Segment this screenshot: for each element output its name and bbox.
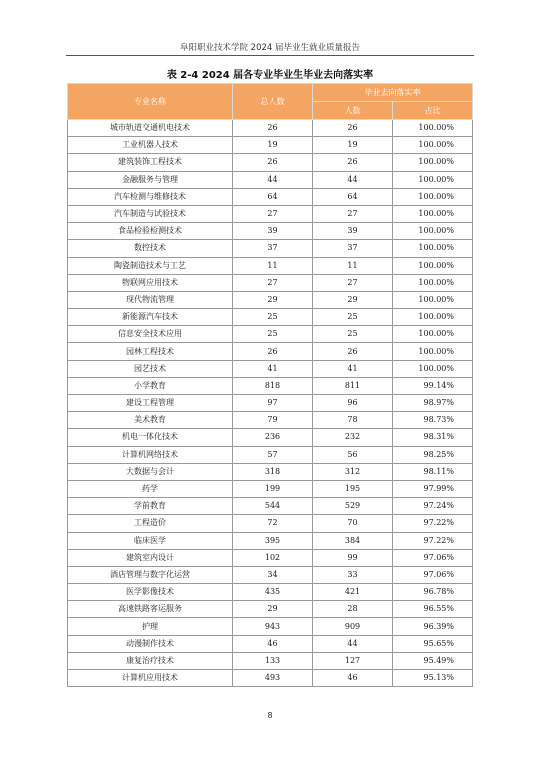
cell-major: 建设工程管理 [68,395,233,412]
cell-major: 陶瓷制造技术与工艺 [68,257,233,274]
cell-ratio: 98.25% [393,446,473,463]
cell-major: 数控技术 [68,240,233,257]
cell-ratio: 100.00% [393,120,473,137]
table-row [68,670,473,687]
cell-total: 46 [233,635,313,652]
column-header-placement-rate: 毕业去向落实率 [313,84,473,102]
column-header-major: 专业名称 [68,84,233,120]
cell-total: 79 [233,412,313,429]
cell-ratio: 98.11% [393,463,473,480]
cell-major: 建筑装饰工程技术 [68,154,233,171]
cell-major: 建筑室内设计 [68,549,233,566]
cell-count: 909 [313,618,393,635]
cell-total: 39 [233,223,313,240]
table-row [68,343,473,360]
cell-total: 493 [233,670,313,687]
cell-ratio: 100.00% [393,343,473,360]
cell-total: 26 [233,154,313,171]
cell-major: 金融服务与管理 [68,171,233,188]
table-row [68,188,473,205]
cell-ratio: 100.00% [393,326,473,343]
cell-major: 学前教育 [68,498,233,515]
table-row [68,326,473,343]
cell-count: 64 [313,188,393,205]
cell-total: 57 [233,446,313,463]
cell-ratio: 100.00% [393,154,473,171]
cell-ratio: 100.00% [393,171,473,188]
cell-major: 美术教育 [68,412,233,429]
table-row [68,515,473,532]
cell-ratio: 96.39% [393,618,473,635]
table-row [68,498,473,515]
cell-count: 26 [313,120,393,137]
cell-ratio: 97.22% [393,515,473,532]
table-row [68,120,473,137]
cell-ratio: 96.78% [393,584,473,601]
cell-total: 199 [233,480,313,497]
cell-ratio: 98.73% [393,412,473,429]
cell-ratio: 97.99% [393,480,473,497]
table-row [68,584,473,601]
cell-ratio: 95.13% [393,670,473,687]
cell-total: 236 [233,429,313,446]
cell-ratio: 100.00% [393,309,473,326]
cell-total: 102 [233,549,313,566]
cell-total: 133 [233,652,313,669]
cell-count: 195 [313,480,393,497]
table-row [68,223,473,240]
cell-major: 计算机网络技术 [68,446,233,463]
cell-count: 46 [313,670,393,687]
column-header-total: 总人数 [233,84,313,120]
table-row [68,240,473,257]
cell-major: 汽车制造与试验技术 [68,205,233,222]
cell-count: 384 [313,532,393,549]
cell-ratio: 97.24% [393,498,473,515]
table-row [68,618,473,635]
cell-ratio: 100.00% [393,240,473,257]
cell-count: 26 [313,343,393,360]
cell-total: 318 [233,463,313,480]
table-row [68,395,473,412]
table-row [68,532,473,549]
cell-count: 127 [313,652,393,669]
table-row [68,257,473,274]
page-header: 阜阳职业技术学院 2024 届毕业生就业质量报告 [179,43,361,53]
cell-major: 工业机器人技术 [68,137,233,154]
table-row [68,635,473,652]
cell-total: 943 [233,618,313,635]
cell-count: 78 [313,412,393,429]
cell-major: 园林工程技术 [68,343,233,360]
cell-count: 56 [313,446,393,463]
cell-ratio: 100.00% [393,188,473,205]
cell-major: 计算机应用技术 [68,670,233,687]
cell-major: 高速铁路客运服务 [68,601,233,618]
cell-major: 工程造价 [68,515,233,532]
cell-count: 11 [313,257,393,274]
cell-ratio: 100.00% [393,291,473,308]
cell-major: 小学教育 [68,377,233,394]
cell-count: 41 [313,360,393,377]
cell-ratio: 97.06% [393,566,473,583]
cell-total: 818 [233,377,313,394]
cell-ratio: 100.00% [393,274,473,291]
table-row [68,652,473,669]
table-row [68,154,473,171]
cell-ratio: 100.00% [393,257,473,274]
cell-count: 99 [313,549,393,566]
table-caption: 表 2-4 2024 届各专业毕业生毕业去向落实率 [166,70,374,81]
cell-count: 232 [313,429,393,446]
cell-total: 27 [233,274,313,291]
cell-ratio: 97.22% [393,532,473,549]
cell-major: 临床医学 [68,532,233,549]
table-row [68,446,473,463]
cell-count: 39 [313,223,393,240]
table-row [68,171,473,188]
cell-ratio: 99.14% [393,377,473,394]
cell-count: 421 [313,584,393,601]
cell-total: 26 [233,120,313,137]
cell-major: 现代物流管理 [68,291,233,308]
page-number: 8 [267,711,273,720]
table-row [68,205,473,222]
cell-total: 97 [233,395,313,412]
cell-major: 大数据与会计 [68,463,233,480]
placement-rate-table [67,83,473,687]
cell-major: 物联网应用技术 [68,274,233,291]
table-row [68,137,473,154]
cell-count: 312 [313,463,393,480]
cell-ratio: 100.00% [393,223,473,240]
table-body [68,120,473,687]
table-row [68,360,473,377]
cell-major: 康复治疗技术 [68,652,233,669]
cell-major: 护理 [68,618,233,635]
table-row [68,274,473,291]
cell-major: 汽车检测与维修技术 [68,188,233,205]
cell-total: 27 [233,205,313,222]
header-rule [66,55,474,56]
cell-major: 动漫制作技术 [68,635,233,652]
cell-ratio: 96.55% [393,601,473,618]
table-row [68,566,473,583]
table-row [68,291,473,308]
table-row [68,601,473,618]
cell-ratio: 95.49% [393,652,473,669]
cell-total: 34 [233,566,313,583]
cell-major: 园艺技术 [68,360,233,377]
cell-count: 33 [313,566,393,583]
cell-total: 19 [233,137,313,154]
cell-total: 29 [233,291,313,308]
cell-major: 新能源汽车技术 [68,309,233,326]
cell-count: 811 [313,377,393,394]
cell-ratio: 100.00% [393,137,473,154]
table-row [68,549,473,566]
cell-ratio: 95.65% [393,635,473,652]
cell-count: 29 [313,291,393,308]
cell-count: 44 [313,635,393,652]
cell-total: 395 [233,532,313,549]
cell-count: 70 [313,515,393,532]
cell-count: 37 [313,240,393,257]
cell-major: 信息安全技术应用 [68,326,233,343]
cell-major: 机电一体化技术 [68,429,233,446]
cell-total: 41 [233,360,313,377]
cell-count: 25 [313,326,393,343]
cell-ratio: 97.06% [393,549,473,566]
cell-total: 25 [233,309,313,326]
column-header-count: 人数 [313,102,393,120]
cell-count: 26 [313,154,393,171]
cell-count: 27 [313,205,393,222]
table-row [68,463,473,480]
cell-total: 29 [233,601,313,618]
cell-count: 96 [313,395,393,412]
table-row [68,480,473,497]
cell-count: 529 [313,498,393,515]
table-row [68,309,473,326]
cell-total: 435 [233,584,313,601]
table-row [68,412,473,429]
cell-total: 25 [233,326,313,343]
cell-ratio: 98.97% [393,395,473,412]
column-header-ratio: 占比 [393,102,473,120]
cell-count: 28 [313,601,393,618]
cell-major: 食品检验检测技术 [68,223,233,240]
cell-ratio: 98.31% [393,429,473,446]
cell-count: 44 [313,171,393,188]
cell-total: 44 [233,171,313,188]
cell-major: 医学影像技术 [68,584,233,601]
cell-major: 药学 [68,480,233,497]
cell-count: 25 [313,309,393,326]
cell-total: 64 [233,188,313,205]
cell-total: 72 [233,515,313,532]
cell-total: 544 [233,498,313,515]
cell-total: 11 [233,257,313,274]
cell-total: 37 [233,240,313,257]
cell-major: 酒店管理与数字化运营 [68,566,233,583]
cell-count: 19 [313,137,393,154]
cell-major: 城市轨道交通机电技术 [68,120,233,137]
cell-ratio: 100.00% [393,205,473,222]
table-row [68,429,473,446]
cell-ratio: 100.00% [393,360,473,377]
cell-count: 27 [313,274,393,291]
table-row [68,377,473,394]
cell-total: 26 [233,343,313,360]
